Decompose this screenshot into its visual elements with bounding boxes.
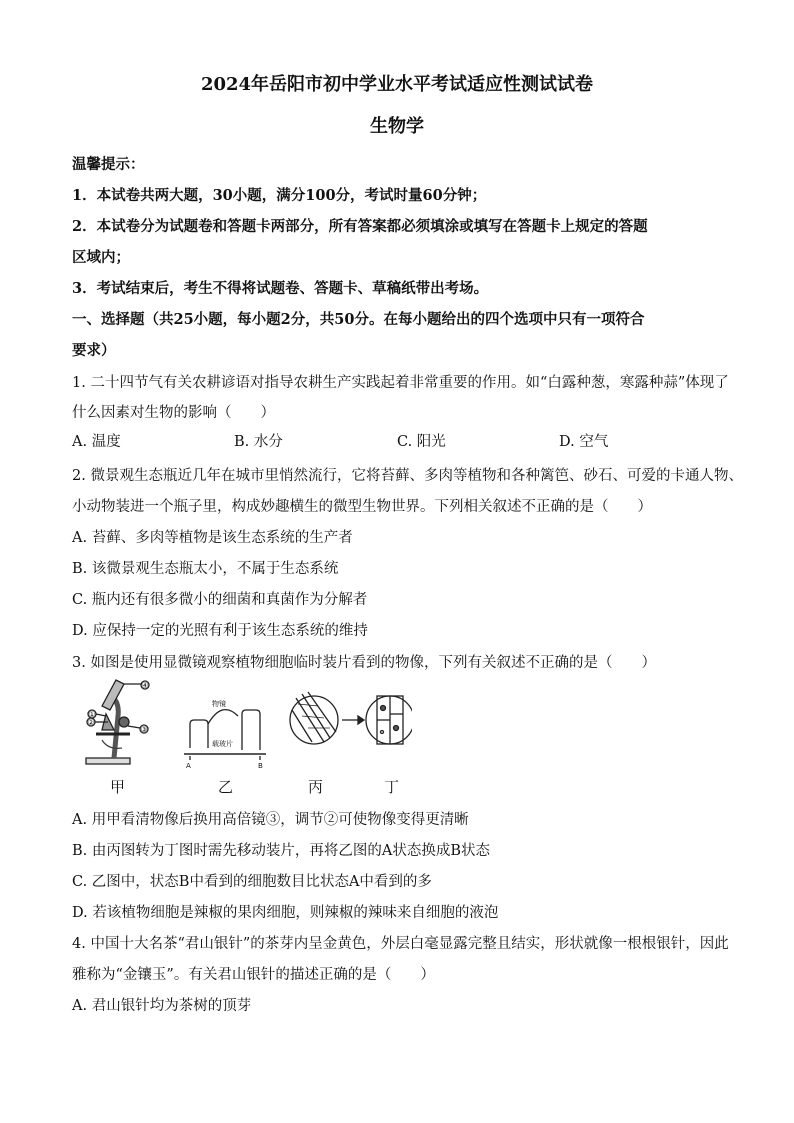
- q3-option-b: B. 由丙图转为丁图时需先移动装片，再将乙图的A状态换成B状态: [72, 843, 490, 859]
- notice-item-1: 1．本试卷共两大题，30小题，满分100分，考试时量60分钟；: [72, 187, 487, 204]
- state-a-label: A: [186, 762, 191, 770]
- q2-option-d: D. 应保持一定的光照有利于该生态系统的维持: [72, 623, 368, 639]
- q1-option-c: C. 阳光: [397, 434, 446, 450]
- state-b-label: B: [258, 762, 263, 770]
- q4-option-a: A. 君山银针均为茶树的顶芽: [72, 998, 252, 1014]
- section-heading: 一、选择题（共25小题，每小题2分，共50分。在每小题给出的四个选项中只有一项符合: [72, 311, 645, 328]
- figure-label-jia: 甲: [110, 778, 126, 796]
- figure-label-ding: 丁: [384, 778, 400, 796]
- exam-title: 2024年岳阳市初中学业水平考试适应性测试试卷: [200, 74, 594, 95]
- callout-1: ①: [88, 710, 96, 719]
- q3-stem: 3. 如图是使用显微镜观察植物细胞临时装片看到的物像，下列有关叙述不正确的是（ ）: [72, 655, 656, 671]
- slide-label: 载玻片: [212, 740, 233, 748]
- objective-drawing: [184, 710, 266, 760]
- field-view-bing: [290, 692, 338, 744]
- q1-stem-line-2: 什么因素对生物的影响（ ）: [72, 405, 275, 421]
- arrow-icon: [342, 716, 364, 724]
- callout-4: ④: [141, 681, 149, 690]
- notice-item-2: 2．本试卷分为试题卷和答题卡两部分，所有答案都必须填涂或填写在答题卡上规定的答题: [72, 218, 648, 235]
- figure-drawings: [72, 676, 412, 776]
- q2-stem-line-1: 2. 微景观生态瓶近几年在城市里悄然流行，它将苔藓、多肉等植物和各种篱笆、砂石、可爱的卡通人物、: [72, 468, 743, 484]
- q1-option-d: D. 空气: [559, 434, 609, 450]
- q4-stem-line-1: 4. 中国十大名茶“君山银针”的茶芽内呈金黄色，外层白毫显露完整且结实，形状就像一根根银针，因此: [72, 936, 729, 952]
- q1-stem-line-1: 1. 二十四节气有关农耕谚语对指导农耕生产实践起着非常重要的作用。如“白露种葱，寒露种蒜”体现了: [72, 375, 729, 391]
- q4-stem-line-2: 雅称为“金镶玉”。有关君山银针的描述正确的是（ ）: [72, 967, 435, 983]
- q1-option-b: B. 水分: [234, 434, 283, 450]
- notice-item-2-cont: 区域内；: [72, 249, 130, 266]
- notice-heading: 温馨提示：: [72, 156, 145, 173]
- field-view-ding: [366, 696, 412, 744]
- q3-option-c: C. 乙图中，状态B中看到的细胞数目比状态A中看到的多: [72, 874, 432, 890]
- callout-3: ③: [140, 725, 148, 734]
- subject-title: 生物学: [370, 116, 424, 137]
- microscope-drawing: [86, 680, 149, 764]
- notice-item-3: 3．考试结束后，考生不得将试题卷、答题卡、草稿纸带出考场。: [72, 280, 489, 297]
- section-heading-cont: 要求）: [72, 342, 116, 359]
- q3-option-a: A. 用甲看清物像后换用高倍镜③，调节②可使物像变得更清晰: [72, 812, 469, 828]
- q1-option-a: A. 温度: [72, 434, 121, 450]
- q2-stem-line-2: 小动物装进一个瓶子里，构成妙趣横生的微型生物世界。下列相关叙述不正确的是（ ）: [72, 499, 652, 515]
- callout-2: ②: [87, 718, 95, 727]
- q2-option-c: C. 瓶内还有很多微小的细菌和真菌作为分解者: [72, 592, 368, 608]
- figure-label-bing: 丙: [308, 778, 324, 796]
- q2-option-b: B. 该微景观生态瓶太小，不属于生态系统: [72, 561, 339, 577]
- q3-option-d: D. 若该植物细胞是辣椒的果肉细胞，则辣椒的辣味来自细胞的液泡: [72, 905, 499, 921]
- microscope-figure: [72, 676, 412, 798]
- objective-label: 物镜: [212, 700, 226, 708]
- q2-option-a: A. 苔藓、多肉等植物是该生态系统的生产者: [72, 530, 353, 546]
- figure-label-yi: 乙: [218, 778, 234, 796]
